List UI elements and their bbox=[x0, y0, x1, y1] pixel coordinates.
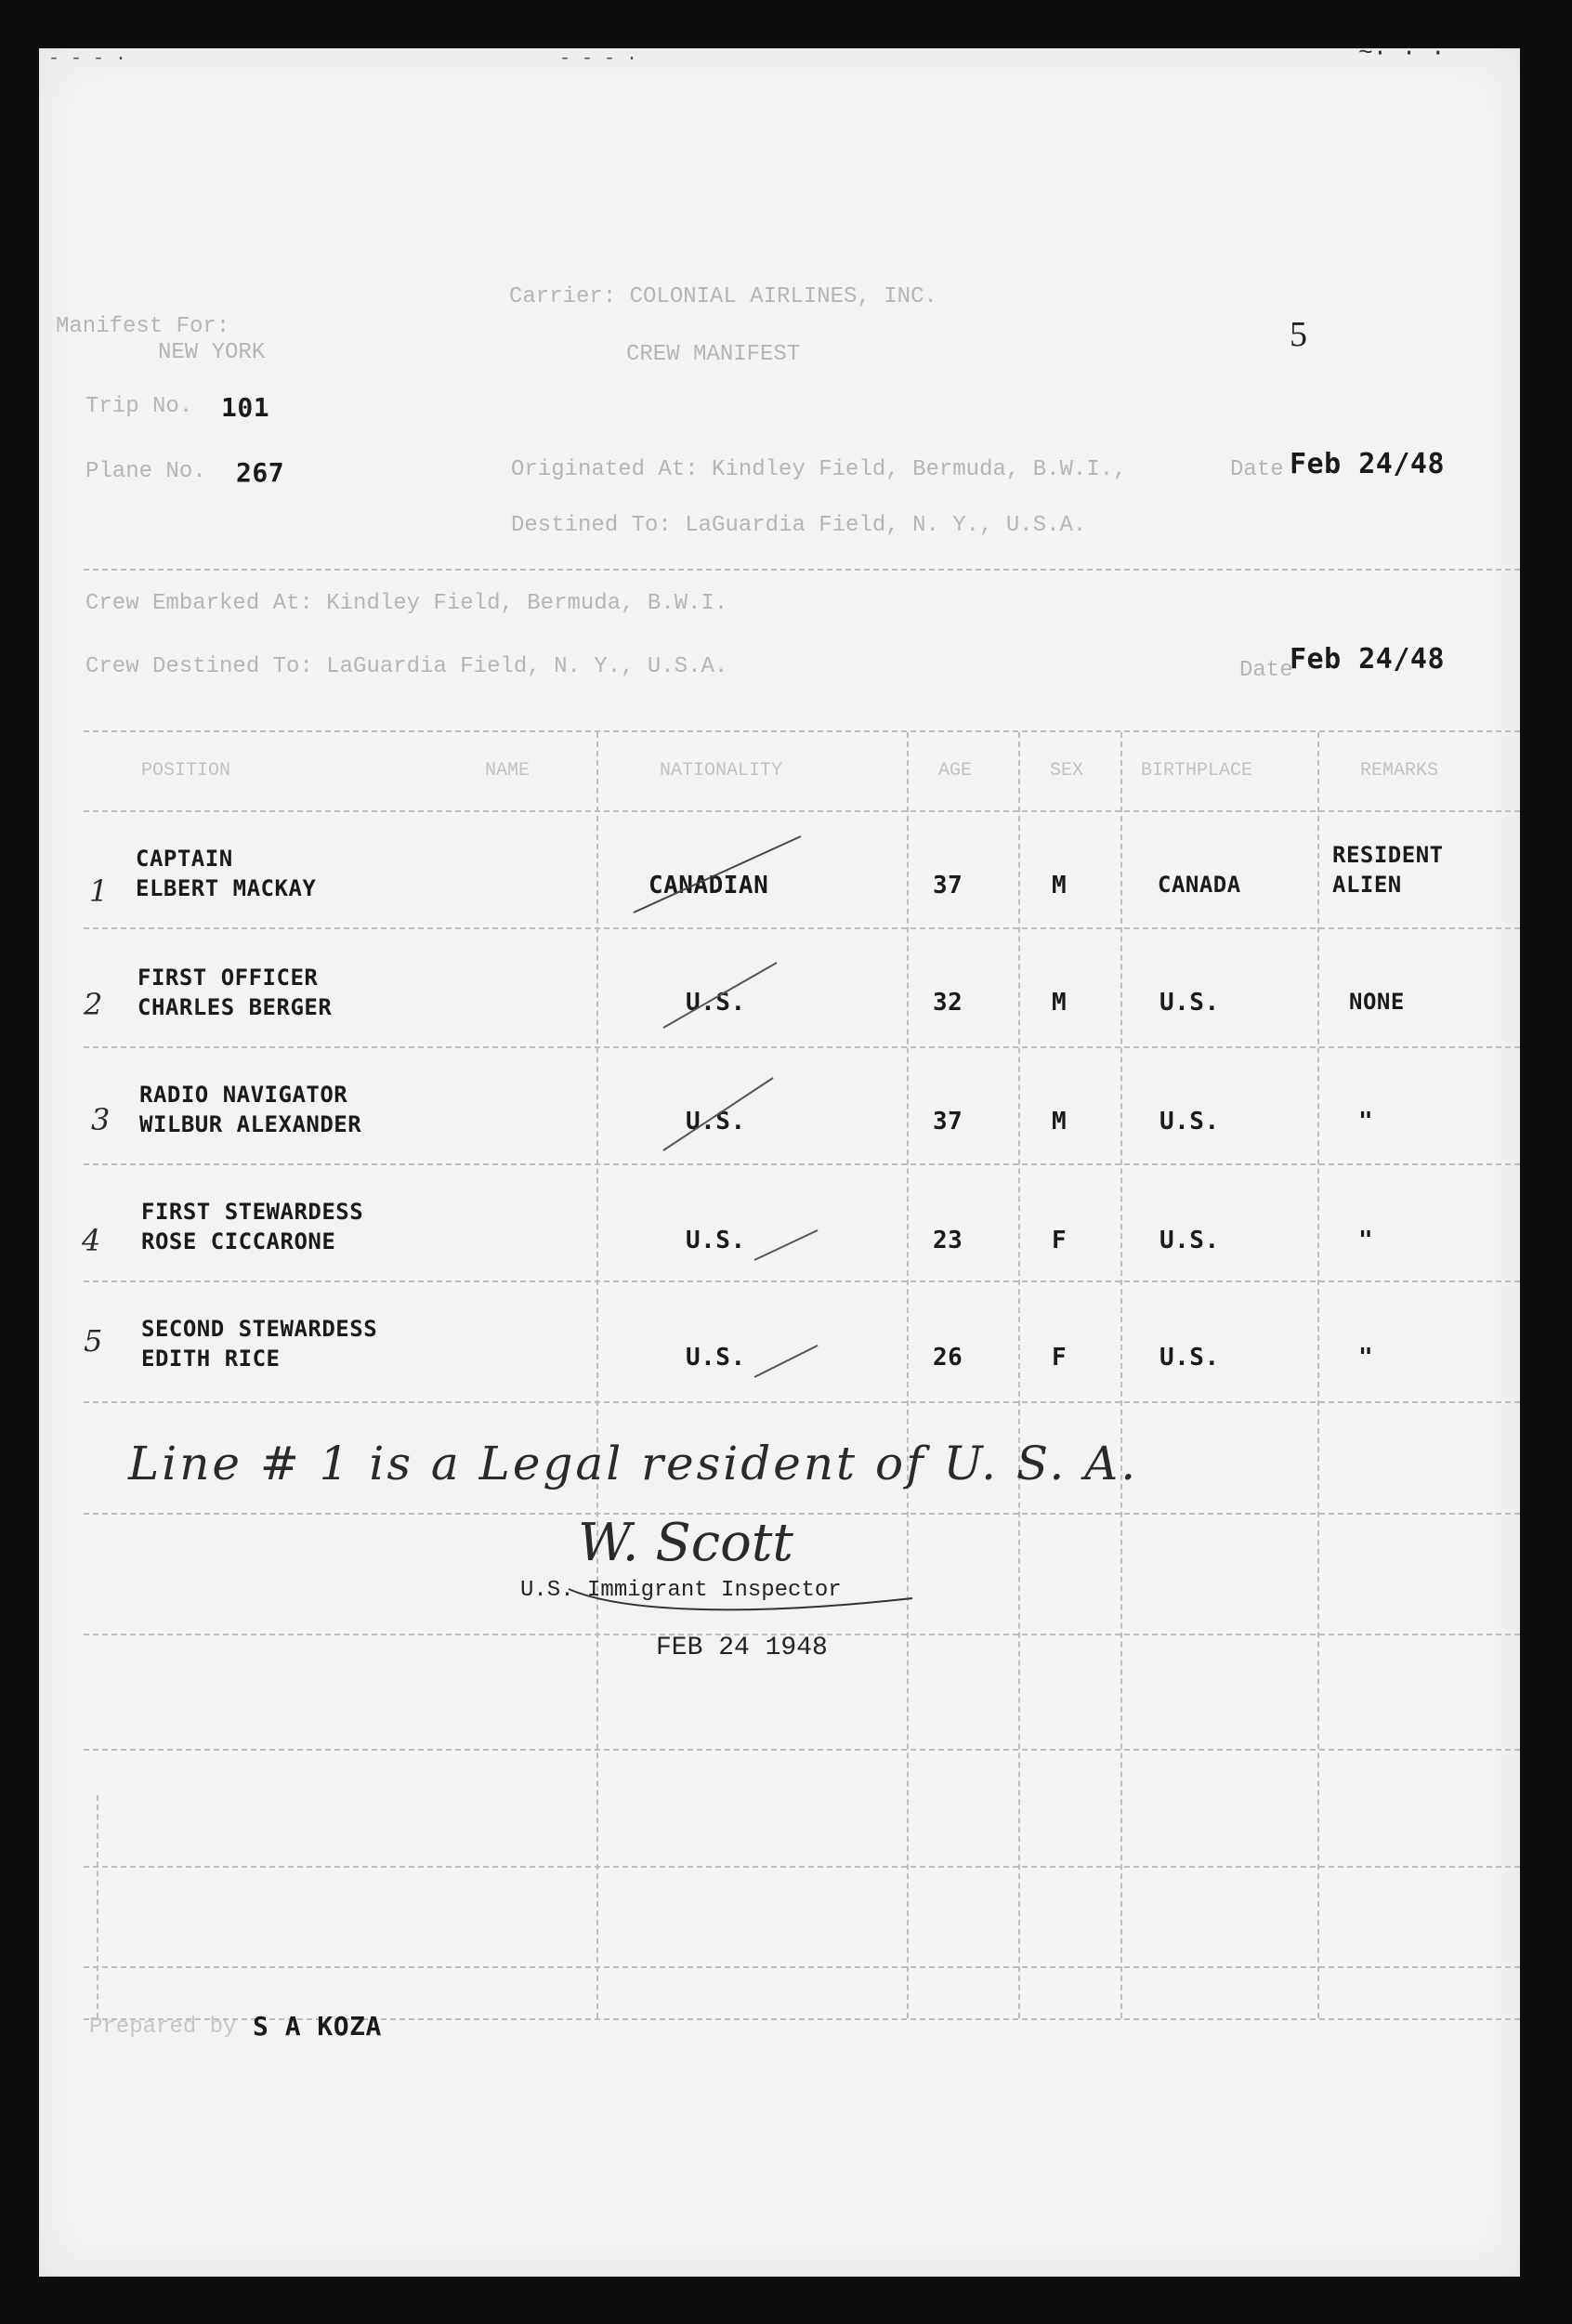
position-cell: FIRST OFFICER bbox=[138, 965, 319, 991]
sex-cell: M bbox=[1052, 989, 1068, 1017]
remarks-cell: " bbox=[1358, 1227, 1374, 1254]
age-cell: 37 bbox=[933, 1108, 963, 1136]
carrier-line: Carrier: COLONIAL AIRLINES, INC. bbox=[509, 284, 937, 309]
col-header-sex: SEX bbox=[1050, 760, 1084, 781]
name-cell: ELBERT MACKAY bbox=[136, 875, 317, 901]
top-speck-left: - - - · bbox=[48, 48, 127, 70]
remarks-cell: NONE bbox=[1349, 989, 1405, 1015]
sex-cell: F bbox=[1052, 1227, 1068, 1254]
row-number: 2 bbox=[84, 987, 103, 1022]
birthplace-cell: U.S. bbox=[1159, 1227, 1220, 1254]
manifest-for-value: NEW YORK bbox=[158, 340, 266, 365]
age-cell: 26 bbox=[933, 1344, 963, 1372]
name-cell: CHARLES BERGER bbox=[138, 994, 333, 1020]
nationality-cell: CANADIAN bbox=[648, 872, 769, 899]
sex-cell: M bbox=[1052, 872, 1068, 899]
manifest-for-label: Manifest For: bbox=[56, 314, 230, 339]
remarks-cell: " bbox=[1358, 1108, 1374, 1136]
age-cell: 37 bbox=[933, 872, 963, 899]
nationality-cell: U.S. bbox=[686, 1227, 746, 1254]
col-header-name: NAME bbox=[485, 760, 531, 781]
crew-embarked-line: Crew Embarked At: Kindley Field, Bermuda, B.W.I. bbox=[85, 591, 728, 616]
prepared-by-value: S A KOZA bbox=[253, 2011, 382, 2042]
plane-label: Plane No. bbox=[85, 459, 206, 484]
col-header-nationality: NATIONALITY bbox=[660, 760, 783, 781]
position-cell: RADIO NAVIGATOR bbox=[139, 1082, 348, 1108]
age-cell: 23 bbox=[933, 1227, 963, 1254]
manifest-page bbox=[39, 39, 1520, 2277]
col-header-age: AGE bbox=[938, 760, 973, 781]
birthplace-cell: U.S. bbox=[1159, 1344, 1220, 1372]
plane-value: 267 bbox=[236, 457, 285, 488]
trip-label: Trip No. bbox=[85, 394, 193, 419]
name-cell: WILBUR ALEXANDER bbox=[139, 1111, 362, 1137]
row-number: 1 bbox=[89, 873, 109, 909]
row-number: 3 bbox=[91, 1102, 111, 1137]
position-cell: SECOND STEWARDESS bbox=[141, 1316, 378, 1342]
col-header-birthplace: BIRTHPLACE bbox=[1141, 760, 1253, 781]
age-cell: 32 bbox=[933, 989, 963, 1017]
col-header-remarks: REMARKS bbox=[1360, 760, 1439, 781]
prepared-by-label: Prepared by bbox=[89, 2015, 237, 2040]
crew-destined-line: Crew Destined To: LaGuardia Field, N. Y., U.S.A. bbox=[85, 654, 728, 679]
date-value-2: Feb 24/48 bbox=[1290, 643, 1446, 676]
row-number: 5 bbox=[84, 1323, 103, 1359]
remarks-cell: RESIDENT ALIEN bbox=[1332, 842, 1444, 898]
remarks-cell: " bbox=[1358, 1344, 1374, 1372]
trip-value: 101 bbox=[221, 392, 270, 423]
sex-cell: F bbox=[1052, 1344, 1068, 1372]
inspection-date-stamp: FEB 24 1948 bbox=[656, 1634, 828, 1662]
inspector-title: U.S. Immigrant Inspector bbox=[520, 1578, 842, 1603]
manifest-title: CREW MANIFEST bbox=[626, 342, 801, 367]
name-cell: EDITH RICE bbox=[141, 1346, 281, 1372]
birthplace-cell: CANADA bbox=[1158, 872, 1241, 898]
page-number: 5 bbox=[1290, 315, 1307, 354]
originated-line: Originated At: Kindley Field, Bermuda, B.W.I., bbox=[511, 457, 1127, 482]
date-label-2: Date bbox=[1239, 658, 1293, 683]
nationality-cell: U.S. bbox=[686, 1344, 746, 1372]
birthplace-cell: U.S. bbox=[1159, 989, 1220, 1017]
handwritten-note: Line # 1 is a Legal resident of U. S. A. bbox=[128, 1437, 1139, 1490]
sex-cell: M bbox=[1052, 1108, 1068, 1136]
destined-line: Destined To: LaGuardia Field, N. Y., U.S.A. bbox=[511, 513, 1087, 538]
position-cell: FIRST STEWARDESS bbox=[141, 1199, 364, 1225]
pencil-check-marks bbox=[39, 48, 1520, 2277]
nationality-cell: U.S. bbox=[686, 1108, 746, 1136]
col-header-position: POSITION bbox=[141, 760, 231, 781]
position-cell: CAPTAIN bbox=[136, 846, 233, 872]
name-cell: ROSE CICCARONE bbox=[141, 1228, 336, 1254]
nationality-cell: U.S. bbox=[686, 989, 746, 1017]
birthplace-cell: U.S. bbox=[1159, 1108, 1220, 1136]
top-speck-right: ~· · · bbox=[1358, 39, 1446, 67]
date-value-1: Feb 24/48 bbox=[1290, 448, 1446, 480]
row-number: 4 bbox=[82, 1223, 101, 1258]
inspector-signature: W. Scott bbox=[578, 1513, 793, 1573]
date-label-1: Date bbox=[1230, 457, 1284, 482]
top-speck-mid: - - - · bbox=[559, 48, 638, 70]
